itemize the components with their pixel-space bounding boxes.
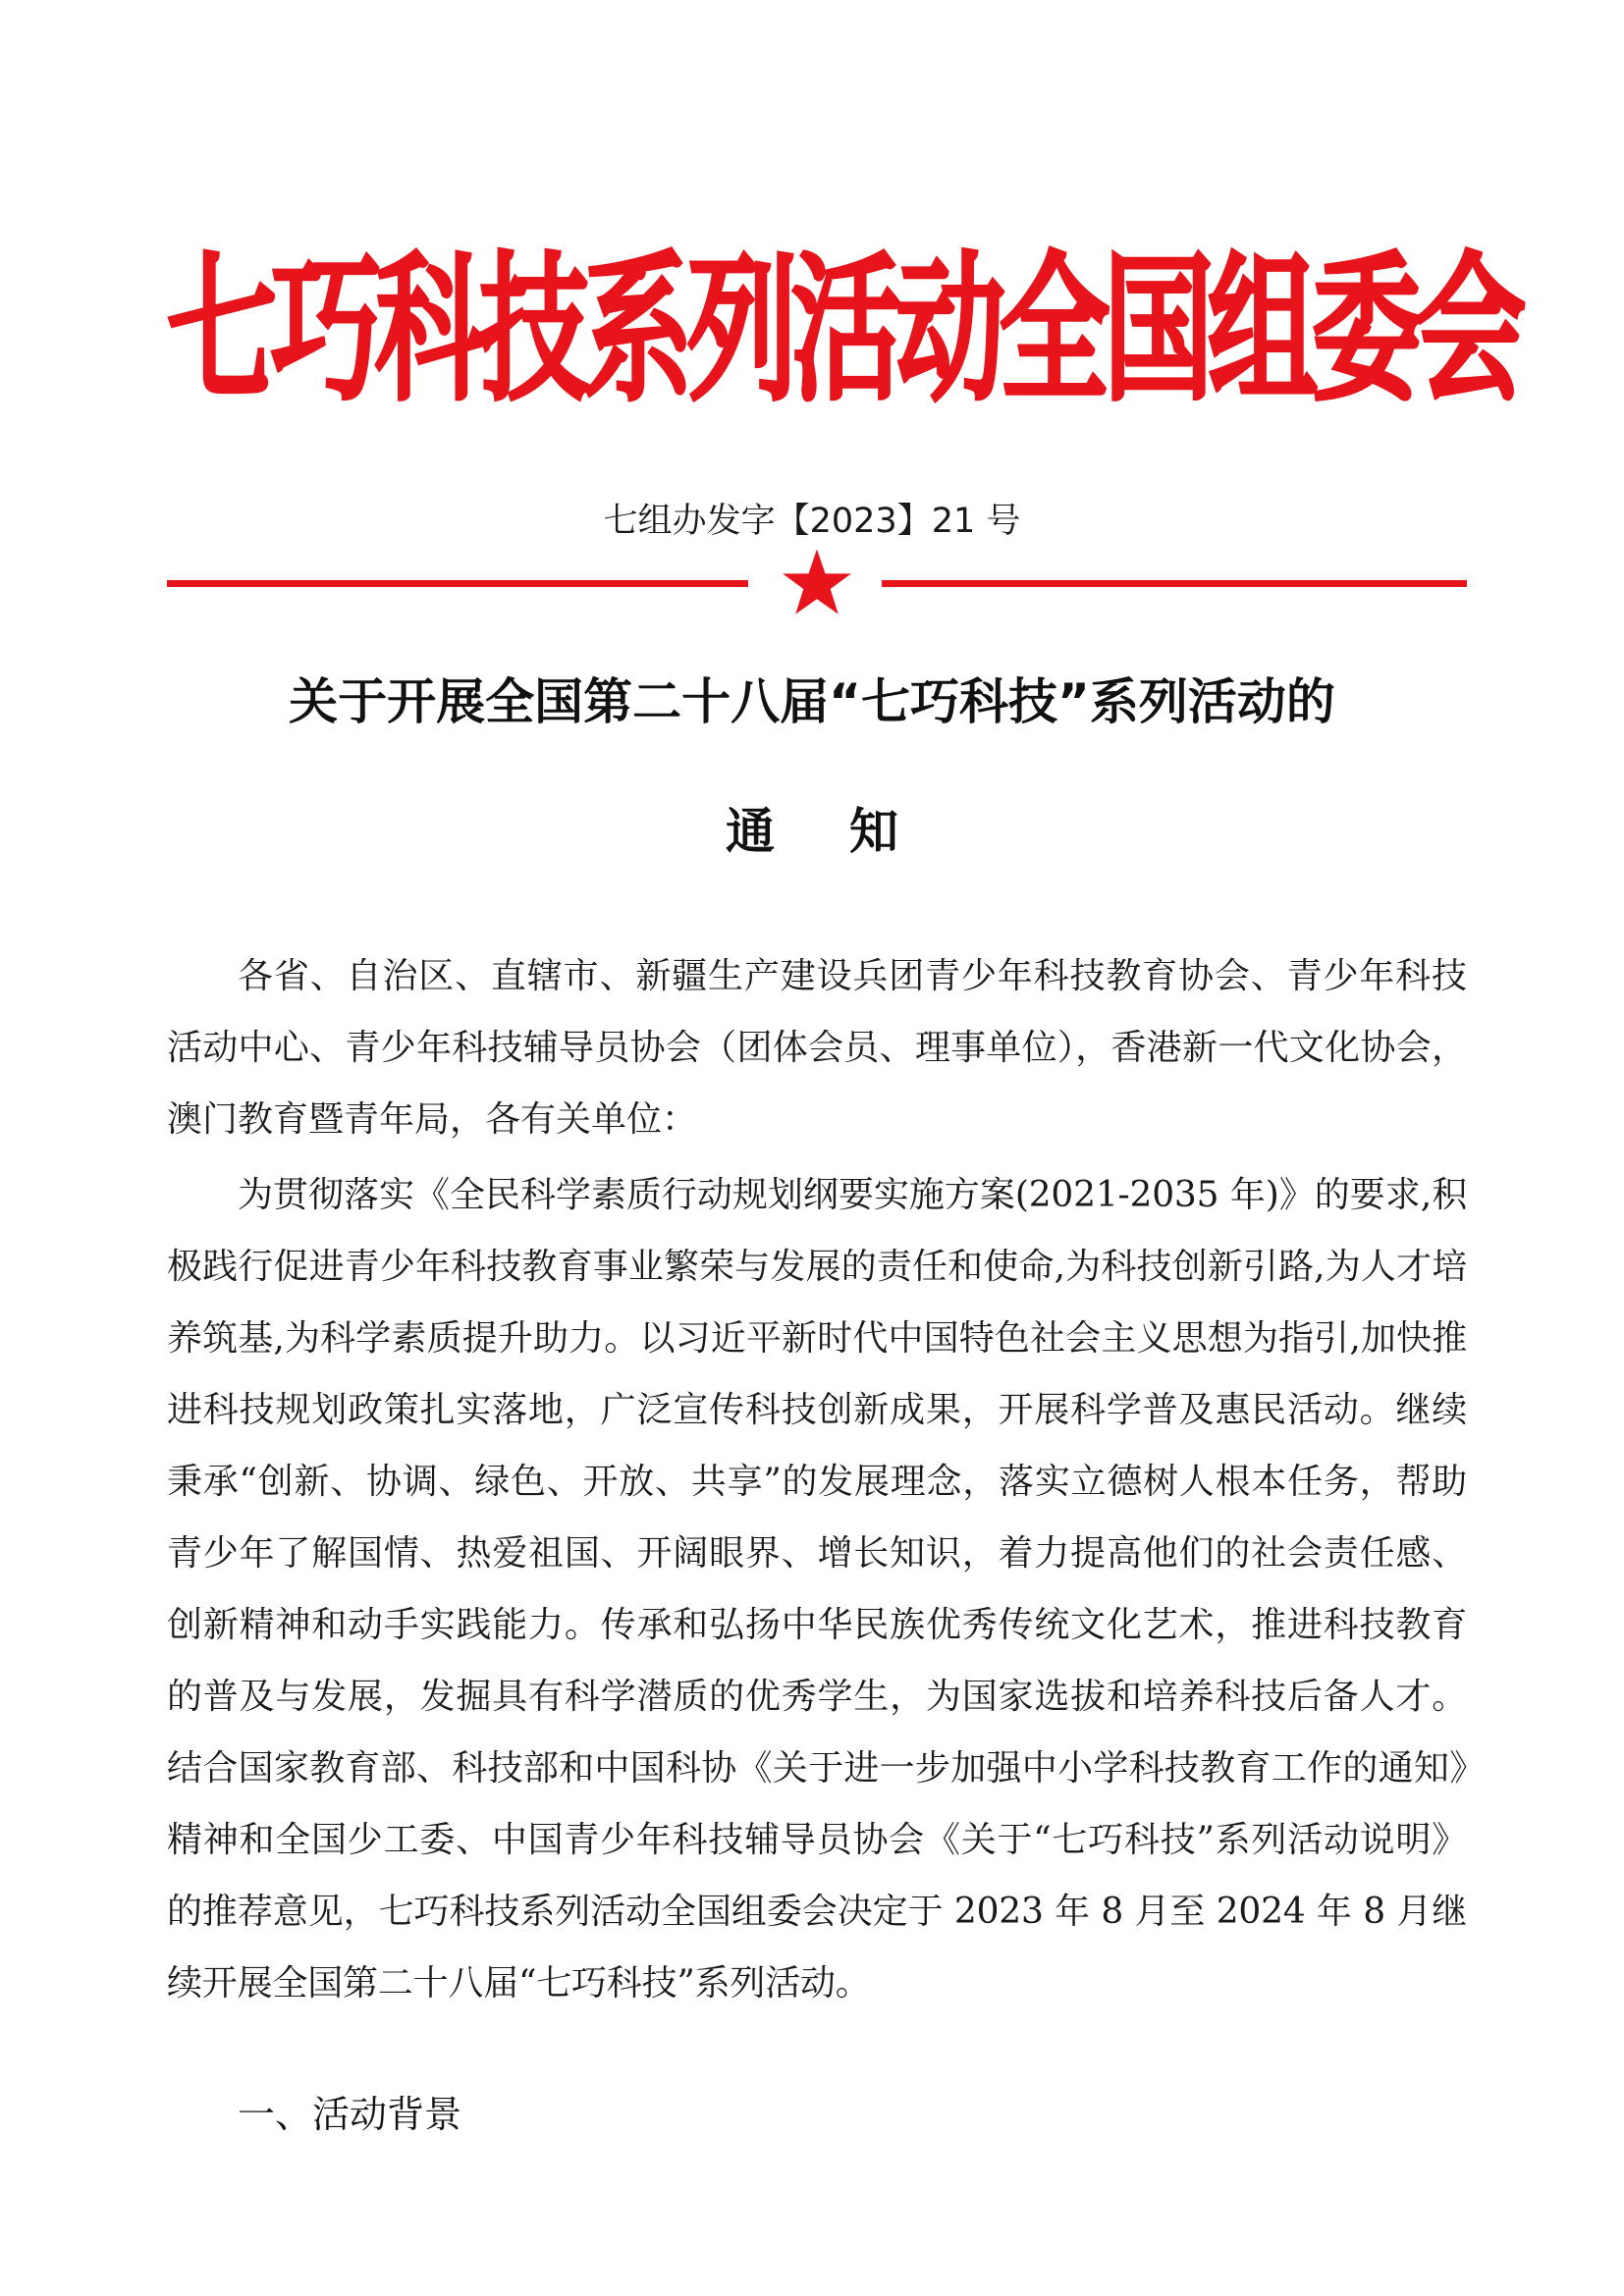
notice-title: 关于开展全国第二十八届“七巧科技”系列活动的 xyxy=(289,673,1335,730)
header-divider-left xyxy=(167,580,748,587)
organization-header: 七巧科技系列活动全国组委会 xyxy=(167,237,1520,424)
addressee-paragraph: 各省、自治区、直辖市、新疆生产建设兵团青少年科技教育协会、青少年科技活动中心、青少年科技辅导员协会（团体会员、理事单位），香港新一代文化协会，澳门教育暨青年局，各有关单位： xyxy=(167,956,1467,1140)
header-divider-right xyxy=(882,580,1467,587)
document-number: 七组办发字【2023】21 号 xyxy=(603,502,1021,541)
notice-title-subtitle: 通知 xyxy=(726,803,973,860)
section-heading: 一、活动背景 xyxy=(238,2093,462,2136)
purpose-paragraph: 为贯彻落实《全民科学素质行动规划纲要实施方案(2021-2035 年)》的要求,积极践行促进青少年科技教育事业繁荣与发展的责任和使命,为科技创新引路,为人才培养筑基,为科学素质提升助力。以习近平新时代中国特色社会主义思想为指引,加快推进科技规划政策扎实落地，广泛宣传科技创新成果，开展科学普及惠民活动。继续秉承“创新、协调、绿色、开放、共享”的发展理念，落实立德树人根本任务，帮助青少年了解国情、热爱祖国、开阔眼界、增长知识，着力提高他们的社会责任感、创新精神和动手实践能力。传承和弘扬中华民族优秀传统文化艺术，推进科技教育的普及与发展，发掘具有科学潜质的优秀学生，为国家选拔和培养科技后备人才。结合国家教育部、科技部和中国科协《关于进一步加强中小学科技教育工作的通知》精神和全国少工委、中国青少年科技辅导员协会《关于“七巧科技”系列活动说明》的推荐意见，七巧科技系列活动全国组委会决定于 2023 年 8 月至 2024 年 8 月继续开展全国第二十八届“七巧科技”系列活动。 xyxy=(167,1175,1467,2003)
red-star-icon xyxy=(782,548,852,618)
